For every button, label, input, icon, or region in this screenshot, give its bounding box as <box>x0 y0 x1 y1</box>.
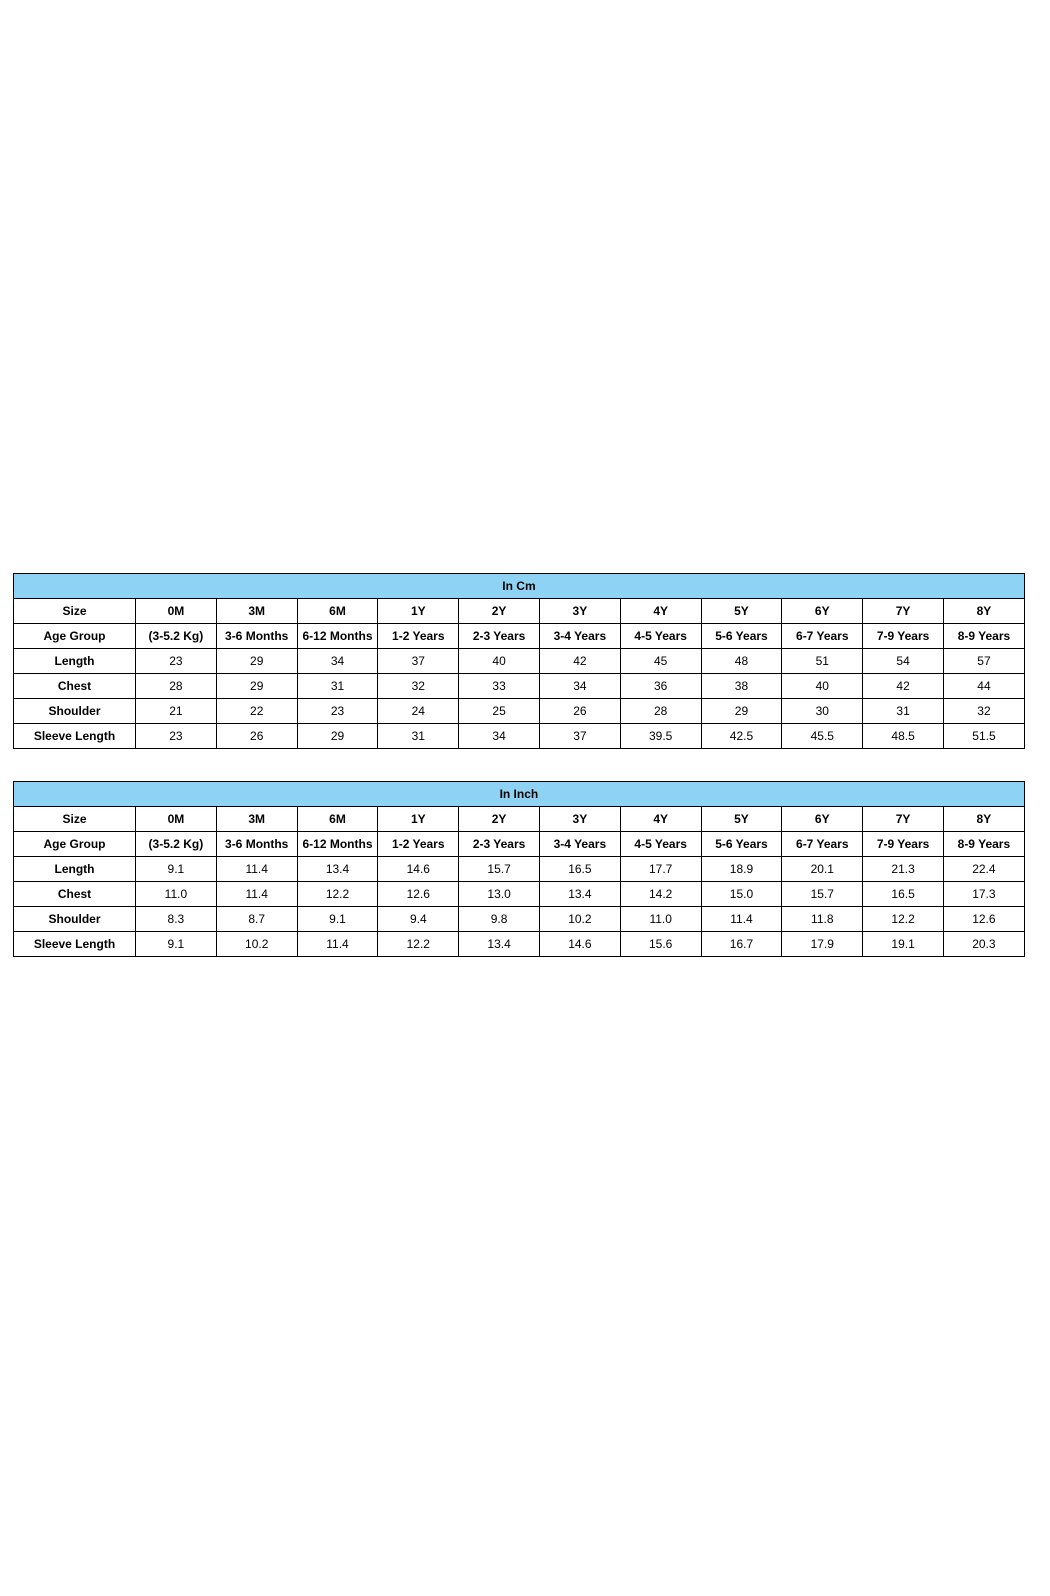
cell-sleeve-8: 45.5 <box>782 724 863 749</box>
header-size-9: 7Y <box>863 807 944 832</box>
cell-sleeve-8: 17.9 <box>782 932 863 957</box>
cell-age-1: 3-6 Months <box>216 624 297 649</box>
cell-age-4: 2-3 Years <box>459 624 540 649</box>
cell-age-2: 6-12 Months <box>297 832 378 857</box>
table-row <box>14 832 1025 857</box>
table-title: In Inch <box>14 782 1025 807</box>
cell-sleeve-5: 14.6 <box>539 932 620 957</box>
cell-chest-7: 38 <box>701 674 782 699</box>
cell-sleeve-9: 19.1 <box>863 932 944 957</box>
cell-age-8: 6-7 Years <box>782 624 863 649</box>
cell-length-4: 40 <box>459 649 540 674</box>
cell-chest-3: 32 <box>378 674 459 699</box>
table-header-row <box>14 807 1025 832</box>
cell-shoulder-0: 8.3 <box>136 907 217 932</box>
cell-length-6: 45 <box>620 649 701 674</box>
header-size-10: 8Y <box>943 807 1024 832</box>
header-size-4: 2Y <box>459 599 540 624</box>
cell-shoulder-10: 32 <box>943 699 1024 724</box>
cell-age-8: 6-7 Years <box>782 832 863 857</box>
cell-sleeve-4: 34 <box>459 724 540 749</box>
header-size-8: 6Y <box>782 599 863 624</box>
cell-chest-8: 40 <box>782 674 863 699</box>
table-row <box>14 649 1025 674</box>
cell-age-6: 4-5 Years <box>620 624 701 649</box>
table-row <box>14 857 1025 882</box>
cell-chest-9: 16.5 <box>863 882 944 907</box>
cell-chest-3: 12.6 <box>378 882 459 907</box>
row-label-shoulder: Shoulder <box>14 699 136 724</box>
cell-sleeve-1: 26 <box>216 724 297 749</box>
size-chart-sheet <box>13 573 1023 957</box>
cell-age-3: 1-2 Years <box>378 832 459 857</box>
cell-length-0: 9.1 <box>136 857 217 882</box>
cell-length-2: 13.4 <box>297 857 378 882</box>
cell-sleeve-6: 39.5 <box>620 724 701 749</box>
cell-length-9: 54 <box>863 649 944 674</box>
header-size-label: Size <box>14 599 136 624</box>
cell-shoulder-4: 9.8 <box>459 907 540 932</box>
cell-chest-1: 29 <box>216 674 297 699</box>
cell-chest-6: 14.2 <box>620 882 701 907</box>
row-label-length: Length <box>14 857 136 882</box>
cell-shoulder-5: 10.2 <box>539 907 620 932</box>
cell-chest-7: 15.0 <box>701 882 782 907</box>
cell-chest-5: 13.4 <box>539 882 620 907</box>
cell-sleeve-3: 12.2 <box>378 932 459 957</box>
cell-length-7: 18.9 <box>701 857 782 882</box>
cell-length-0: 23 <box>136 649 217 674</box>
cell-sleeve-0: 23 <box>136 724 217 749</box>
cell-age-9: 7-9 Years <box>863 832 944 857</box>
row-label-age-group: Age Group <box>14 624 136 649</box>
table-title: In Cm <box>14 574 1025 599</box>
cell-shoulder-8: 11.8 <box>782 907 863 932</box>
cell-shoulder-7: 29 <box>701 699 782 724</box>
cell-chest-0: 28 <box>136 674 217 699</box>
cell-sleeve-2: 29 <box>297 724 378 749</box>
size-table-inch <box>13 781 1025 957</box>
cell-length-5: 16.5 <box>539 857 620 882</box>
row-label-sleeve-length: Sleeve Length <box>14 724 136 749</box>
cell-sleeve-0: 9.1 <box>136 932 217 957</box>
cell-length-10: 57 <box>943 649 1024 674</box>
cell-length-9: 21.3 <box>863 857 944 882</box>
table-row <box>14 674 1025 699</box>
cell-chest-8: 15.7 <box>782 882 863 907</box>
cell-sleeve-4: 13.4 <box>459 932 540 957</box>
header-size-5: 3Y <box>539 807 620 832</box>
cell-shoulder-4: 25 <box>459 699 540 724</box>
header-size-7: 5Y <box>701 599 782 624</box>
cell-sleeve-2: 11.4 <box>297 932 378 957</box>
cell-shoulder-9: 31 <box>863 699 944 724</box>
cell-shoulder-0: 21 <box>136 699 217 724</box>
header-size-6: 4Y <box>620 599 701 624</box>
cell-length-4: 15.7 <box>459 857 540 882</box>
header-size-6: 4Y <box>620 807 701 832</box>
cell-length-5: 42 <box>539 649 620 674</box>
header-size-1: 3M <box>216 599 297 624</box>
cell-length-8: 51 <box>782 649 863 674</box>
cell-length-7: 48 <box>701 649 782 674</box>
cell-chest-10: 17.3 <box>943 882 1024 907</box>
cell-sleeve-7: 42.5 <box>701 724 782 749</box>
cell-age-5: 3-4 Years <box>539 832 620 857</box>
cell-length-3: 37 <box>378 649 459 674</box>
cell-sleeve-5: 37 <box>539 724 620 749</box>
header-size-3: 1Y <box>378 807 459 832</box>
table-header-row <box>14 599 1025 624</box>
cell-length-6: 17.7 <box>620 857 701 882</box>
header-size-1: 3M <box>216 807 297 832</box>
size-table-cm <box>13 573 1025 749</box>
cell-shoulder-2: 23 <box>297 699 378 724</box>
header-size-10: 8Y <box>943 599 1024 624</box>
cell-sleeve-10: 20.3 <box>943 932 1024 957</box>
header-size-3: 1Y <box>378 599 459 624</box>
cell-shoulder-7: 11.4 <box>701 907 782 932</box>
cell-chest-9: 42 <box>863 674 944 699</box>
header-size-5: 3Y <box>539 599 620 624</box>
cell-age-6: 4-5 Years <box>620 832 701 857</box>
cell-chest-4: 33 <box>459 674 540 699</box>
cell-length-3: 14.6 <box>378 857 459 882</box>
row-label-chest: Chest <box>14 882 136 907</box>
cell-sleeve-1: 10.2 <box>216 932 297 957</box>
cell-shoulder-6: 28 <box>620 699 701 724</box>
cell-length-2: 34 <box>297 649 378 674</box>
cell-shoulder-1: 8.7 <box>216 907 297 932</box>
row-label-age-group: Age Group <box>14 832 136 857</box>
cell-length-1: 11.4 <box>216 857 297 882</box>
cell-chest-1: 11.4 <box>216 882 297 907</box>
table-title-row <box>14 574 1025 599</box>
cell-chest-10: 44 <box>943 674 1024 699</box>
row-label-shoulder: Shoulder <box>14 907 136 932</box>
header-size-2: 6M <box>297 599 378 624</box>
cell-shoulder-8: 30 <box>782 699 863 724</box>
cell-age-7: 5-6 Years <box>701 832 782 857</box>
cell-shoulder-5: 26 <box>539 699 620 724</box>
header-size-9: 7Y <box>863 599 944 624</box>
cell-length-10: 22.4 <box>943 857 1024 882</box>
cell-sleeve-9: 48.5 <box>863 724 944 749</box>
header-size-label: Size <box>14 807 136 832</box>
cell-sleeve-10: 51.5 <box>943 724 1024 749</box>
cell-sleeve-3: 31 <box>378 724 459 749</box>
cell-chest-5: 34 <box>539 674 620 699</box>
cell-age-7: 5-6 Years <box>701 624 782 649</box>
cell-chest-0: 11.0 <box>136 882 217 907</box>
cell-shoulder-6: 11.0 <box>620 907 701 932</box>
cell-shoulder-3: 9.4 <box>378 907 459 932</box>
cell-sleeve-7: 16.7 <box>701 932 782 957</box>
cell-sleeve-6: 15.6 <box>620 932 701 957</box>
cell-chest-6: 36 <box>620 674 701 699</box>
cell-shoulder-1: 22 <box>216 699 297 724</box>
cell-chest-2: 31 <box>297 674 378 699</box>
table-row <box>14 907 1025 932</box>
table-spacer <box>13 749 1023 781</box>
cell-shoulder-9: 12.2 <box>863 907 944 932</box>
cell-age-9: 7-9 Years <box>863 624 944 649</box>
cell-chest-2: 12.2 <box>297 882 378 907</box>
row-label-length: Length <box>14 649 136 674</box>
cell-shoulder-3: 24 <box>378 699 459 724</box>
cell-age-1: 3-6 Months <box>216 832 297 857</box>
header-size-2: 6M <box>297 807 378 832</box>
cell-shoulder-2: 9.1 <box>297 907 378 932</box>
cell-age-2: 6-12 Months <box>297 624 378 649</box>
table-row <box>14 699 1025 724</box>
cell-age-3: 1-2 Years <box>378 624 459 649</box>
cell-chest-4: 13.0 <box>459 882 540 907</box>
cell-age-5: 3-4 Years <box>539 624 620 649</box>
cell-length-8: 20.1 <box>782 857 863 882</box>
table-title-row <box>14 782 1025 807</box>
row-label-chest: Chest <box>14 674 136 699</box>
header-size-7: 5Y <box>701 807 782 832</box>
header-size-8: 6Y <box>782 807 863 832</box>
cell-age-4: 2-3 Years <box>459 832 540 857</box>
header-size-0: 0M <box>136 807 217 832</box>
table-row <box>14 882 1025 907</box>
cell-length-1: 29 <box>216 649 297 674</box>
table-row <box>14 624 1025 649</box>
row-label-sleeve-length: Sleeve Length <box>14 932 136 957</box>
cell-age-10: 8-9 Years <box>943 832 1024 857</box>
cell-shoulder-10: 12.6 <box>943 907 1024 932</box>
cell-age-0: (3-5.2 Kg) <box>136 832 217 857</box>
cell-age-10: 8-9 Years <box>943 624 1024 649</box>
header-size-4: 2Y <box>459 807 540 832</box>
table-row <box>14 932 1025 957</box>
cell-age-0: (3-5.2 Kg) <box>136 624 217 649</box>
table-row <box>14 724 1025 749</box>
header-size-0: 0M <box>136 599 217 624</box>
